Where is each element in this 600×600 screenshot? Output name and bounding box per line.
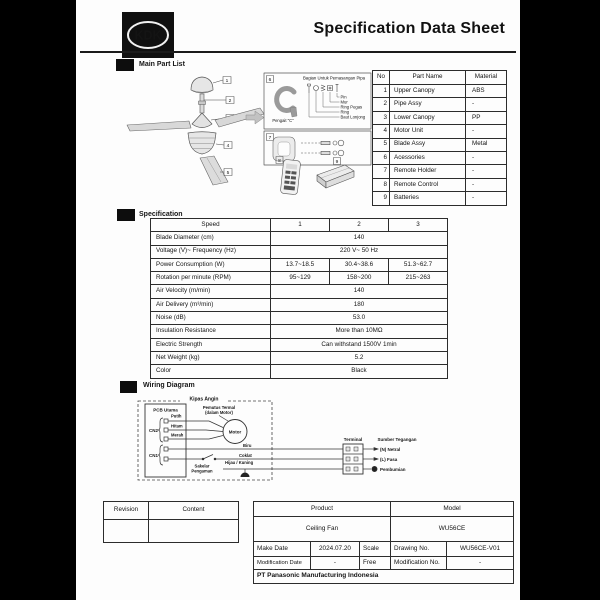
part-name: Lower Canopy [390,111,466,124]
hardware-leader-lines [309,91,340,117]
supply-lines [363,448,378,472]
screws-drawing [301,140,344,156]
callout-1: 1 [225,79,229,84]
specification-bullet [117,209,135,221]
wiring-diagram-heading: Wiring Diagram [143,382,195,389]
part-material: - [466,151,507,164]
wiring-diagram [131,390,436,498]
callout-8: 8 [278,159,281,164]
part-material: - [466,165,507,178]
cn2-label: CN2 [149,428,159,433]
spec-label: Insulation Resistance [151,325,271,338]
model-header: Model [391,502,514,517]
wire-merah-label: Merah [171,432,184,438]
spec-value-2: 30.4~38.6 [330,258,389,271]
modification-date-label: Modification Date [254,557,311,570]
specification-table [150,218,448,379]
content-header: Content [149,502,239,520]
remote-control-drawing [280,159,300,195]
batteries-drawing [317,165,354,188]
terminal-label: Terminal [343,437,363,442]
wire-coklat [168,455,343,460]
modification-date-value: - [311,557,360,570]
wire-hijau-kuning-label: Hijau / Kuning [225,460,254,465]
pipe-parts-title: Bagian Untuk Pemasangan Pipa [302,75,366,81]
callout-2: 2 [228,99,232,104]
parts-header-name: Part Name [390,71,466,85]
parts-header-material: Material [466,71,507,85]
hardware-label-ring: Ring [340,109,350,115]
make-date-value: 2024.07.20 [311,542,360,557]
table-row [151,325,448,338]
table-row [151,258,448,271]
left-blade-drawing [127,121,191,131]
table-row [151,232,448,245]
spec-value: 53.0 [271,312,448,325]
safety-switch-label-1: Sakelar [194,463,210,469]
table-row [151,285,448,298]
part-material: PP [466,111,507,124]
table-row [373,125,507,138]
cn2-pins [164,419,168,441]
hardware-label-mur: Mur [340,99,348,105]
part-material: - [466,98,507,111]
part-name: Pipe Assy [390,98,466,111]
table-row [373,138,507,151]
spec-value: 220 V~ 50 Hz [271,245,448,258]
upper-canopy-drawing [191,77,213,93]
callout-7: 7 [268,136,272,141]
part-no: 4 [373,125,390,138]
modification-no-label: Modification No. [391,557,447,570]
product-header: Product [254,502,391,517]
wire-biru-label: Biru [243,443,252,448]
table-row [151,365,448,378]
kdk-logo-text: KDK [134,28,162,43]
spec-label: Electric Strength [151,338,271,351]
spec-value-1: 13.7~18.5 [271,258,330,271]
power-source-label: Sumber Tegangan [377,437,417,442]
part-no: 1 [373,85,390,98]
pipe-drawing [199,94,206,113]
spec-label: Air Velocity (m/min) [151,285,271,298]
hardware-icons [308,84,339,93]
safety-switch-label-2: Pengaman [191,468,213,474]
spec-value: Black [271,365,448,378]
part-name: Acessories [390,151,466,164]
part-no: 7 [373,165,390,178]
wire-hitam-label: Hitam [171,423,183,429]
table-row [373,85,507,98]
spec-value-3: 51.3~62.7 [389,258,448,271]
table-row [151,245,448,258]
scale-label: Scale [360,542,391,557]
part-no: 5 [373,138,390,151]
callout-9: 9 [335,160,339,165]
wire-coklat-label: Coklat [239,453,252,458]
drawing-no-label: Drawing No. [391,542,447,557]
table-row [151,298,448,311]
revision-empty-cell [104,520,149,543]
table-row [373,151,507,164]
spec-value: 140 [271,232,448,245]
motor-unit-drawing [188,132,216,154]
model-value: WU56CE [391,517,514,542]
part-no: 6 [373,151,390,164]
make-date-label: Make Date [254,542,311,557]
spec-value: Can withstand 1500V 1min [271,338,448,351]
terminal-block [343,444,363,474]
drawing-no-value: WU56CE-V01 [447,542,514,557]
lower-canopy-drawing [192,113,212,128]
table-row [151,338,448,351]
part-material: - [466,125,507,138]
callout-5: 5 [226,171,230,176]
spec-value: 5.2 [271,351,448,364]
spec-label: Blade Diameter (cm) [151,232,271,245]
spec-value-1: 95~129 [271,272,330,285]
callout-6: 6 [268,78,272,83]
part-name: Blade Assy [390,138,466,151]
ground-symbol-icon [241,473,250,478]
part-name: Remote Holder [390,165,466,178]
fan-exploded-diagram [118,70,372,200]
callout-4: 4 [226,144,230,149]
part-no: 9 [373,192,390,205]
table-row [373,111,507,124]
earth-terminal-icon [372,466,377,471]
netral-label: (N) Netral [380,447,401,452]
spec-label: Color [151,365,271,378]
spec-value: 180 [271,298,448,311]
c-hook-label: Pengait "C" [272,118,294,123]
product-value: Ceiling Fan [254,517,391,542]
table-row [151,272,448,285]
part-material: ABS [466,85,507,98]
spec-label: Air Delivery (m³/min) [151,298,271,311]
part-no: 2 [373,98,390,111]
table-row [373,165,507,178]
spec-sheet-page [76,0,520,600]
parts-table [372,70,507,206]
spec-label: Power Consumption (W) [151,258,271,271]
part-material: - [466,178,507,191]
company-name: PT Panasonic Manufacturing Indonesia [254,570,514,584]
thermal-breaker-label-1: Pemutus Termal [202,405,236,410]
spec-value-2: 158~200 [330,272,389,285]
modification-no-value: - [447,557,514,570]
part-material: - [466,192,507,205]
spec-label: Net Weight (kg) [151,351,271,364]
part-material: Metal [466,138,507,151]
spec-header-1: 1 [271,219,330,232]
part-name: Remote Control [390,178,466,191]
spec-label: Rotation per minute (RPM) [151,272,271,285]
wire-putih-label: Putih [171,413,182,419]
table-row [373,192,507,205]
page-title: Specification Data Sheet [313,20,505,37]
c-hook-drawing [277,88,297,117]
spec-value-3: 215~263 [389,272,448,285]
spec-value: More than 10MΩ [271,325,448,338]
thermal-breaker-label-2: (dalam Motor) [205,410,233,415]
part-name: Upper Canopy [390,85,466,98]
part-name: Motor Unit [390,125,466,138]
table-row [373,178,507,191]
revision-table [103,501,239,543]
part-no: 8 [373,178,390,191]
part-name: Batteries [390,192,466,205]
motor-label: Motor [228,429,242,435]
part-no: 3 [373,111,390,124]
spec-label: Voltage (V)~ Frequency (Hz) [151,245,271,258]
pembumian-label: Pembumian [380,467,406,472]
spec-label: Noise (dB) [151,312,271,325]
scale-value: Free [360,557,391,570]
hardware-label-baut-lonjong: Baut Lonjong [340,114,366,120]
hardware-label-pin: Pin [340,94,347,100]
spec-header-3: 3 [389,219,448,232]
content-empty-cell [149,520,239,543]
wire-ground [223,469,343,477]
table-row [151,351,448,364]
enclosure-label: Kipas Angin [189,396,219,403]
revision-header: Revision [104,502,149,520]
pcb-label: PCB Utama [153,407,178,413]
spec-header-2: 2 [330,219,389,232]
header-divider [80,51,516,53]
fasa-label: (L) Fasa [380,457,398,462]
spec-header-speed: Speed [151,219,271,232]
specification-heading: Specification [139,211,183,218]
table-row [373,98,507,111]
main-part-list-heading: Main Part List [139,61,185,68]
parts-header-no: No [373,71,390,85]
hardware-label-ring-pegas: Ring Pegas [340,104,363,110]
table-row [151,312,448,325]
spec-value: 140 [271,285,448,298]
product-table [253,501,514,584]
cn1-label: CN1 [149,453,159,458]
